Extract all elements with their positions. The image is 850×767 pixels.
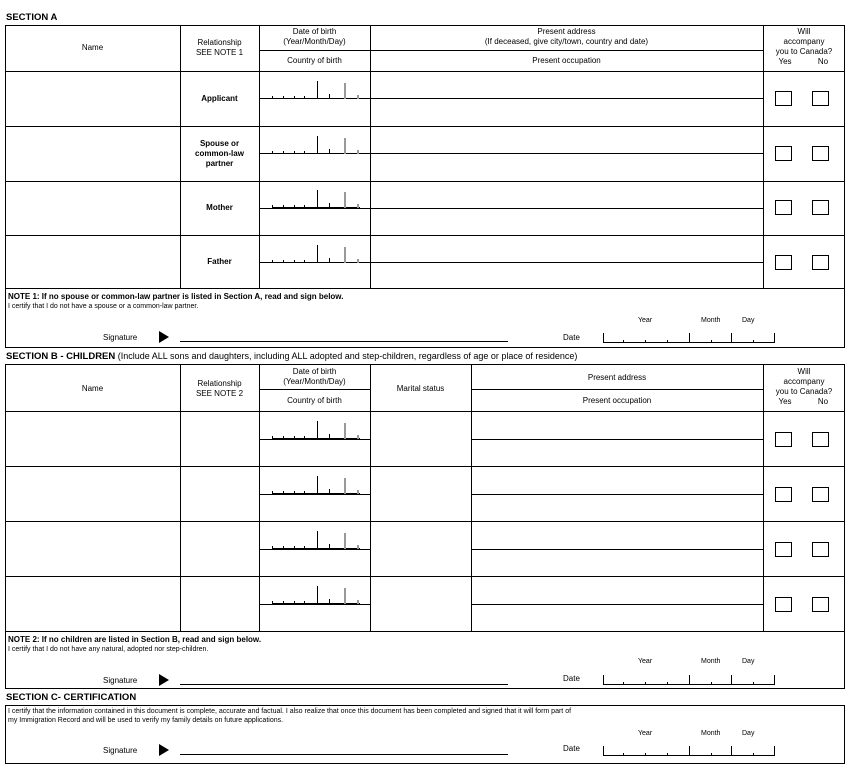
- dob-field[interactable]: [272, 245, 360, 263]
- header-dob: Date of birth: [292, 27, 337, 36]
- year-label: Year: [638, 658, 653, 665]
- arrow-right-icon: [159, 331, 169, 343]
- no-checkbox[interactable]: [812, 200, 829, 215]
- header-relationship-note: SEE NOTE 1: [195, 48, 244, 57]
- header-accompany: accompany: [783, 377, 825, 386]
- no-checkbox[interactable]: [812, 487, 829, 502]
- yes-checkbox[interactable]: [775, 146, 792, 161]
- signature-label: Signature: [103, 333, 138, 342]
- no-checkbox[interactable]: [812, 146, 829, 161]
- header-country: Country of birth: [287, 56, 342, 65]
- date-field[interactable]: [603, 675, 775, 685]
- year-label: Year: [638, 730, 653, 737]
- dob-field[interactable]: [272, 586, 360, 604]
- date-field[interactable]: [603, 746, 775, 756]
- no-checkbox[interactable]: [812, 91, 829, 106]
- header-address: Present address: [537, 27, 596, 36]
- yes-checkbox[interactable]: [775, 200, 792, 215]
- section-b-title: SECTION B - CHILDREN (Include ALL sons and daughters, including ALL adopted and step-children, regardless of age or place of residence): [6, 351, 578, 362]
- dob-field[interactable]: [272, 190, 360, 208]
- header-marital-status: Marital status: [396, 384, 445, 393]
- header-you-to-canada: you to Canada?: [775, 387, 833, 396]
- relationship-applicant: Applicant: [201, 94, 238, 103]
- yes-checkbox[interactable]: [775, 91, 792, 106]
- header-address: Present address: [587, 373, 647, 382]
- no-checkbox[interactable]: [812, 255, 829, 270]
- no-checkbox[interactable]: [812, 597, 829, 612]
- header-you-to-canada: you to Canada?: [775, 47, 833, 56]
- header-accompany: accompany: [783, 37, 825, 46]
- note-1-text: I certify that I do not have a spouse or a common-law partner.: [8, 303, 199, 310]
- header-occupation: Present occupation: [582, 396, 652, 405]
- yes-checkbox[interactable]: [775, 255, 792, 270]
- arrow-right-icon: [159, 744, 169, 756]
- note-2-text: I certify that I do not have any natural, adopted nor step-children.: [8, 646, 209, 653]
- header-dob: Date of birth: [292, 367, 337, 376]
- header-yes: Yes: [778, 397, 792, 406]
- date-field[interactable]: [603, 333, 775, 343]
- header-will: Will: [797, 27, 811, 36]
- dob-field[interactable]: [272, 136, 360, 154]
- signature-line[interactable]: [180, 684, 508, 685]
- yes-checkbox[interactable]: [775, 597, 792, 612]
- header-will: Will: [797, 367, 811, 376]
- certification-text-1: I certify that the information contained in this document is complete, accurate and factual. I also realize that once this document has been completed and signed that it will form part of: [8, 708, 572, 715]
- day-label: Day: [742, 317, 755, 324]
- header-country: Country of birth: [287, 396, 342, 405]
- header-name: Name: [81, 384, 104, 393]
- relationship-mother: Mother: [206, 203, 233, 212]
- yes-checkbox[interactable]: [775, 432, 792, 447]
- header-dob-format: (Year/Month/Day): [283, 37, 346, 46]
- signature-line[interactable]: [180, 341, 508, 342]
- no-checkbox[interactable]: [812, 542, 829, 557]
- header-occupation: Present occupation: [532, 56, 601, 65]
- header-name: Name: [81, 43, 104, 52]
- dob-field[interactable]: [272, 81, 360, 99]
- header-address-note: (If deceased, give city/town, country and date): [484, 37, 649, 46]
- header-relationship: Relationship: [197, 38, 242, 47]
- header-no: No: [817, 57, 829, 66]
- section-a-title: SECTION A: [6, 12, 58, 23]
- note-2-title: NOTE 2: If no children are listed in Section B, read and sign below.: [8, 635, 262, 644]
- header-yes: Yes: [778, 57, 792, 66]
- day-label: Day: [742, 730, 755, 737]
- month-label: Month: [701, 658, 721, 665]
- day-label: Day: [742, 658, 755, 665]
- yes-checkbox[interactable]: [775, 542, 792, 557]
- arrow-right-icon: [159, 674, 169, 686]
- signature-label: Signature: [103, 746, 138, 755]
- header-relationship-note: SEE NOTE 2: [195, 389, 244, 398]
- dob-field[interactable]: [272, 531, 360, 549]
- relationship-father: Father: [207, 257, 232, 266]
- date-label: Date: [563, 744, 580, 753]
- month-label: Month: [701, 730, 721, 737]
- signature-line[interactable]: [180, 754, 508, 755]
- month-label: Month: [701, 317, 721, 324]
- year-label: Year: [638, 317, 653, 324]
- note-1-title: NOTE 1: If no spouse or common-law partner is listed in Section A, read and sign below.: [8, 292, 344, 301]
- date-label: Date: [563, 674, 580, 683]
- signature-label: Signature: [103, 676, 138, 685]
- certification-text-2: my Immigration Record and will be used to verify my family details on future applications.: [8, 717, 284, 724]
- date-label: Date: [563, 333, 580, 342]
- header-dob-format: (Year/Month/Day): [283, 377, 346, 386]
- no-checkbox[interactable]: [812, 432, 829, 447]
- yes-checkbox[interactable]: [775, 487, 792, 502]
- section-c-title: SECTION C- CERTIFICATION: [6, 692, 137, 703]
- dob-field[interactable]: [272, 421, 360, 439]
- dob-field[interactable]: [272, 476, 360, 494]
- relationship-spouse: Spouse or common-law partner: [195, 139, 244, 168]
- header-no: No: [817, 397, 829, 406]
- header-relationship: Relationship: [197, 379, 242, 388]
